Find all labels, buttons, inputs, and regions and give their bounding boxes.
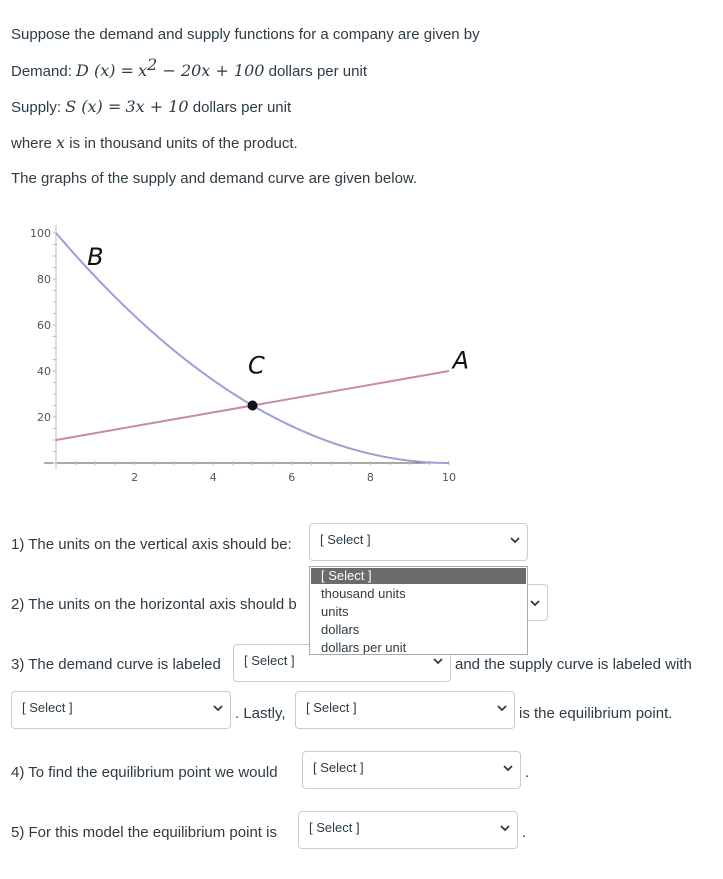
- dropdown-option[interactable]: thousand units: [321, 586, 406, 601]
- demand-lhs: D (x) =: [76, 61, 134, 80]
- units-dropdown-list[interactable]: [309, 566, 528, 655]
- demand-curve: [56, 233, 449, 463]
- x-tick-label: 6: [288, 471, 296, 484]
- y-tick-label: 60: [37, 319, 51, 332]
- q1-select[interactable]: [309, 523, 528, 561]
- y-tick-label: 40: [37, 365, 51, 378]
- dropdown-option[interactable]: units: [321, 604, 349, 619]
- chevron-down-icon: [508, 533, 522, 547]
- demand-curve-label: B: [87, 243, 104, 272]
- chevron-down-icon: [501, 761, 515, 775]
- lastly-text: . Lastly,: [235, 705, 286, 722]
- y-tick-label: 20: [37, 411, 51, 424]
- x-tick-label: 2: [131, 471, 139, 484]
- supply-rhs: 3x + 10: [125, 97, 189, 116]
- y-tick-label: 80: [37, 273, 51, 286]
- chevron-down-icon: [498, 821, 512, 835]
- supply-label: Supply:: [11, 99, 62, 116]
- q5-period: .: [522, 824, 527, 841]
- q3-equilibrium-select-value: [ Select ]: [306, 700, 357, 715]
- where-post: is in thousand units of the product.: [69, 135, 298, 152]
- q3-equilibrium-select[interactable]: [295, 691, 515, 729]
- q3-after-text: and the supply curve is labeled with: [455, 656, 692, 673]
- supply-demand-chart: [20, 215, 490, 490]
- q5-select[interactable]: [298, 811, 518, 849]
- q4-select-value: [ Select ]: [313, 760, 364, 775]
- q4-select[interactable]: [302, 751, 521, 789]
- q2-text: 2) The units on the horizontal axis should b: [11, 596, 297, 613]
- demand-label: Demand:: [11, 63, 72, 80]
- q4-text: 4) To find the equilibrium point we would: [11, 764, 278, 781]
- dropdown-option[interactable]: dollars: [321, 622, 360, 637]
- q3-supply-select[interactable]: [11, 691, 231, 729]
- chevron-down-icon: [528, 596, 542, 610]
- x-tick-label: 10: [442, 471, 456, 484]
- where-var: x: [56, 133, 66, 152]
- dropdown-option[interactable]: dollars per unit: [321, 640, 407, 655]
- where-pre: where: [11, 135, 52, 152]
- supply-unit: dollars per unit: [192, 99, 292, 116]
- demand-exponent: 2: [147, 55, 158, 74]
- demand-line: [11, 55, 367, 82]
- demand-rhs-a: x: [138, 61, 148, 80]
- q5-select-value: [ Select ]: [309, 820, 360, 835]
- supply-line: [11, 97, 291, 118]
- q1-select-value: [ Select ]: [320, 532, 371, 547]
- q3-demand-select-value: [ Select ]: [244, 653, 295, 668]
- q3-text: 3) The demand curve is labeled: [11, 656, 221, 673]
- demand-unit: dollars per unit: [268, 63, 367, 80]
- supply-lhs: S (x) =: [65, 97, 122, 116]
- x-tick-label: 4: [209, 471, 217, 484]
- where-line: [11, 133, 298, 154]
- q3-supply-select-value: [ Select ]: [22, 700, 73, 715]
- x-tick-label: 8: [366, 471, 374, 484]
- y-tick-label: 100: [30, 227, 51, 240]
- point-label: C: [248, 351, 265, 380]
- q4-period: .: [525, 764, 530, 781]
- q5-text: 5) For this model the equilibrium point is: [11, 824, 277, 841]
- demand-rhs-b: − 20x + 100: [157, 61, 265, 80]
- dropdown-option[interactable]: [ Select ]: [311, 568, 526, 584]
- q1-text: 1) The units on the vertical axis should be:: [11, 536, 292, 553]
- supply-curve-label: A: [452, 346, 470, 375]
- equilibrium-point: [248, 401, 258, 411]
- q3-end-text: is the equilibrium point.: [519, 705, 673, 722]
- graph-intro-text: The graphs of the supply and demand curve are given below.: [11, 170, 418, 187]
- chevron-down-icon: [211, 701, 225, 715]
- intro-text: Suppose the demand and supply functions for a company are given by: [11, 26, 480, 43]
- chevron-down-icon: [495, 701, 509, 715]
